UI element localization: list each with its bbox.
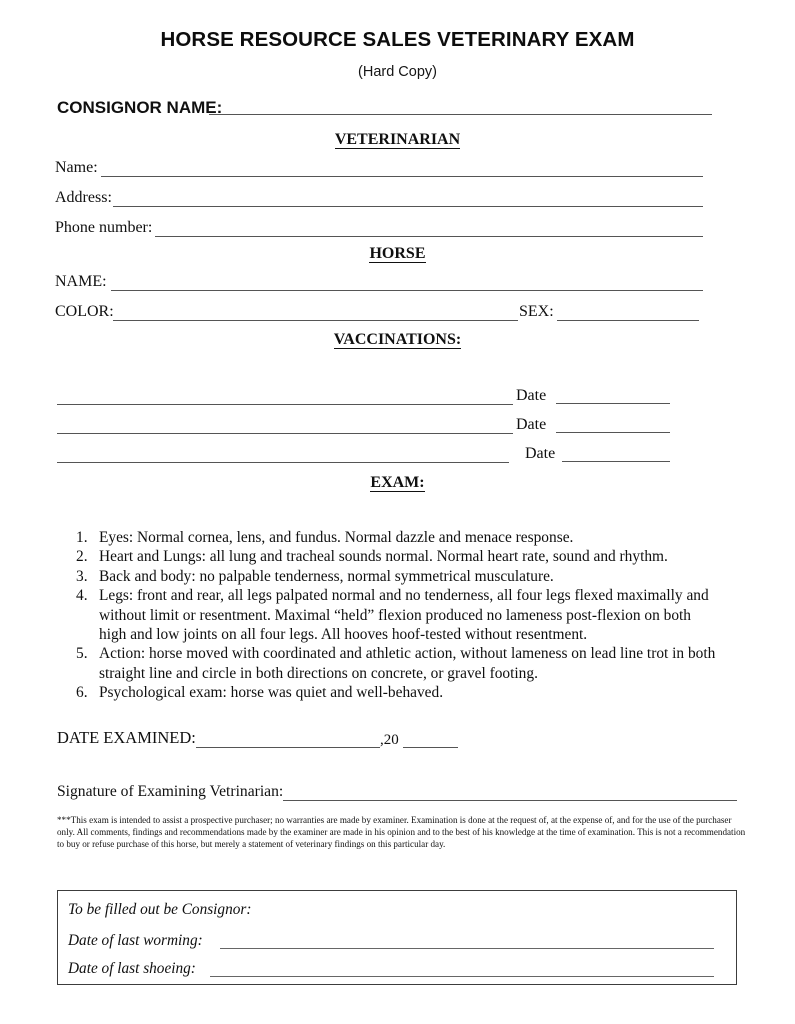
exam-heading-text: EXAM: bbox=[370, 474, 425, 491]
list-item bbox=[74, 644, 719, 683]
list-item bbox=[74, 567, 719, 586]
date-examined-label: DATE EXAMINED: bbox=[57, 728, 196, 747]
signature-label: Signature of Examining Vetrinarian: bbox=[57, 783, 284, 800]
disclaimer-text: ***This exam is intended to assist a prospective purchaser; no warranties are made by examiner. Examination is done at the request of, at the expense of, and for the use of the purchaser only. All comments, findings and recommendations made by the examiner are made in his opinion and to the best of his knowledge at the time of examination. This is not a recommendation to buy or refuse purchase of this horse, but merely a statement of veterinary findings on this particular day. bbox=[57, 815, 746, 850]
list-item-text: Back and body: no palpable tenderness, normal symmetrical musculature. bbox=[99, 567, 554, 585]
year-prefix-label: ,20 bbox=[380, 732, 399, 748]
list-item-number: 3. bbox=[76, 567, 88, 585]
list-item-text: Psychological exam: horse was quiet and well-behaved. bbox=[99, 684, 444, 702]
vet-phone-label: Phone number: bbox=[55, 219, 153, 236]
page-subtitle: (Hard Copy) bbox=[358, 64, 437, 80]
section-heading-veterinarian bbox=[0, 131, 795, 149]
last-shoeing-input-line[interactable] bbox=[210, 976, 714, 977]
list-item-number: 4. bbox=[76, 587, 88, 605]
consignor-box-heading: To be filled out be Consignor: bbox=[68, 901, 252, 918]
consignor-fill-box bbox=[57, 890, 737, 985]
horse-sex-input-line[interactable] bbox=[557, 320, 699, 321]
vet-address-input-line[interactable] bbox=[113, 206, 703, 207]
section-heading-horse bbox=[0, 245, 795, 263]
list-item-number: 6. bbox=[76, 684, 88, 702]
list-item-text: Legs: front and rear, all legs palpated normal and no tenderness, all four legs flexed maximally and without limit or resentment. Maximal “held” flexion produced no lameness post-flexion on both high and low joints on all four legs. All hooves hoof-tested without resentment. bbox=[99, 587, 709, 644]
vaccination-input-line-3[interactable] bbox=[57, 462, 509, 463]
horse-name-input-line[interactable] bbox=[111, 290, 703, 291]
vaccination-date-input-line-1[interactable] bbox=[556, 403, 670, 404]
vaccination-date-input-line-3[interactable] bbox=[562, 461, 670, 462]
section-heading-vaccinations bbox=[0, 331, 795, 349]
veterinarian-heading-text: VETERINARIAN bbox=[334, 131, 461, 148]
vaccination-input-line-1[interactable] bbox=[57, 404, 513, 405]
vet-address-label: Address: bbox=[55, 189, 112, 206]
list-item-text: Heart and Lungs: all lung and tracheal sounds normal. Normal heart rate, sound and rhythm. bbox=[99, 548, 668, 566]
list-item bbox=[74, 586, 719, 644]
horse-name-label: NAME: bbox=[55, 273, 107, 290]
last-shoeing-label: Date of last shoeing: bbox=[68, 960, 196, 977]
last-worming-input-line[interactable] bbox=[220, 948, 714, 949]
vaccination-date-label-1: Date bbox=[516, 387, 547, 404]
vet-phone-input-line[interactable] bbox=[155, 236, 703, 237]
horse-sex-label: SEX: bbox=[519, 303, 554, 320]
vaccination-input-line-2[interactable] bbox=[57, 433, 513, 434]
list-item bbox=[74, 683, 719, 702]
list-item-text: Action: horse moved with coordinated and athletic action, without lameness on lead line trot in both straight line and circle in both directions on concrete, or gravel footing. bbox=[99, 645, 716, 682]
vaccinations-heading-text: VACCINATIONS: bbox=[333, 331, 462, 348]
list-item bbox=[74, 528, 719, 547]
vaccination-date-label-2: Date bbox=[516, 416, 547, 433]
date-examined-input-line[interactable] bbox=[196, 747, 380, 748]
list-item-number: 5. bbox=[76, 645, 88, 663]
consignor-name-label: CONSIGNOR NAME: bbox=[57, 98, 223, 117]
horse-heading-text: HORSE bbox=[369, 245, 426, 262]
section-heading-exam bbox=[0, 474, 795, 492]
year-input-line[interactable] bbox=[403, 747, 458, 748]
horse-color-label: COLOR: bbox=[55, 303, 114, 320]
list-item-number: 1. bbox=[76, 529, 88, 546]
vet-name-label: Name: bbox=[55, 159, 98, 176]
vaccination-date-label-3: Date bbox=[525, 445, 556, 462]
list-item bbox=[74, 547, 719, 566]
last-worming-label: Date of last worming: bbox=[68, 932, 203, 949]
horse-color-input-line[interactable] bbox=[113, 320, 518, 321]
vaccination-date-input-line-2[interactable] bbox=[556, 432, 670, 433]
exam-findings-list bbox=[74, 528, 719, 703]
page-title: HORSE RESOURCE SALES VETERINARY EXAM bbox=[160, 28, 635, 51]
consignor-name-input-line[interactable] bbox=[209, 114, 712, 115]
list-item-number: 2. bbox=[76, 548, 88, 566]
signature-input-line[interactable] bbox=[283, 800, 737, 801]
list-item-text: Eyes: Normal cornea, lens, and fundus. Normal dazzle and menace response. bbox=[99, 529, 574, 546]
vet-name-input-line[interactable] bbox=[101, 176, 703, 177]
